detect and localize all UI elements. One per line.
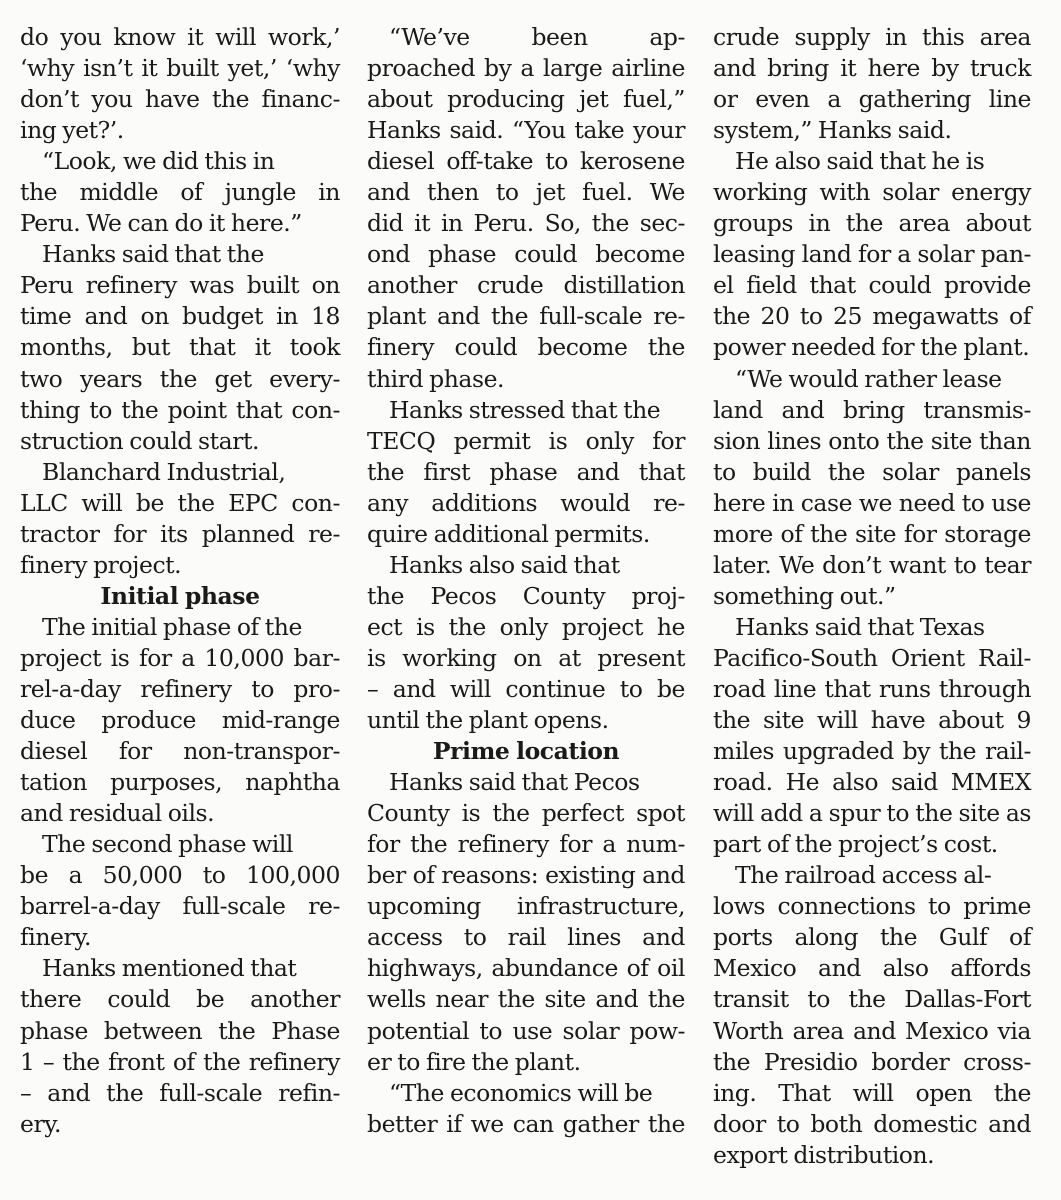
article-text-line: – and the full-scale refin-: [20, 1078, 340, 1107]
article-text-line: Worth area and Mexico via: [713, 1016, 1031, 1045]
article-text-line: “We’ve been ap-: [389, 23, 685, 51]
article-text-line: proached by a large airline: [367, 54, 685, 83]
article-text-line: tation purposes, naphtha: [20, 768, 340, 797]
article-text-line: diesel off-take to kerosene: [367, 147, 685, 176]
article-text-line: working with solar energy: [713, 178, 1031, 207]
article-column-1: [20, 22, 340, 1140]
article-text-line: the 20 to 25 megawatts of: [713, 302, 1031, 331]
article-text-line: diesel for non-transpor-: [20, 737, 340, 766]
article-text-line: groups in the area about: [713, 209, 1031, 238]
article-text-line: the first phase and that: [367, 457, 685, 486]
article-text-line: Peru refinery was built on: [20, 271, 340, 300]
article-text-line: ing yet?’.: [20, 116, 124, 145]
article-text-line: lows connections to prime: [713, 892, 1031, 921]
article-text-line: later. We don’t want to tear: [713, 550, 1031, 579]
article-text-line: until the plant opens.: [367, 706, 609, 735]
article-text-line: Hanks said. “You take your: [367, 116, 685, 145]
article-text-line: access to rail lines and: [367, 923, 685, 952]
article-text-line: any additions would re-: [367, 488, 685, 517]
article-text-line: He also said that he is: [735, 147, 985, 176]
article-text-line: highways, abundance of oil: [367, 954, 685, 983]
article-text-line: and then to jet fuel. We: [367, 178, 685, 207]
article-text-line: road line that runs through: [713, 674, 1031, 703]
article-text-line: be a 50,000 to 100,000: [20, 861, 340, 890]
article-text-line: part of the project’s cost.: [713, 830, 998, 859]
article-text-line: el field that could provide: [713, 271, 1031, 300]
article-text-line: road. He also said MMEX: [713, 768, 1031, 797]
article-text-line: thing to the point that con-: [20, 395, 340, 424]
article-text-line: “The economics will be: [389, 1078, 653, 1107]
article-text-line: upcoming infrastructure,: [367, 892, 685, 921]
section-heading: Prime location: [432, 737, 620, 766]
article-text-line: the middle of jungle in: [20, 178, 340, 207]
article-text-line: County is the perfect spot: [367, 799, 685, 828]
article-text-line: “We would rather lease: [735, 364, 1002, 393]
article-text-line: – and will continue to be: [367, 674, 685, 703]
article-text-line: crude supply in this area: [713, 23, 1031, 51]
article-text-line: don’t you have the financ-: [20, 85, 340, 114]
article-text-line: ond phase could become: [367, 240, 685, 269]
article-text-line: export distribution.: [713, 1140, 935, 1169]
article-text-line: will add a spur to the site as: [713, 799, 1031, 828]
article-text-line: another crude distillation: [367, 271, 685, 300]
article-text-line: The second phase will: [42, 830, 293, 859]
article-text-line: project is for a 10,000 bar-: [20, 643, 340, 672]
article-text-line: months, but that it took: [20, 333, 340, 362]
article-text-line: do you know it will work,’: [20, 23, 340, 51]
article-text-line: 1 – the front of the refinery: [20, 1047, 340, 1076]
section-heading: Initial phase: [100, 581, 260, 610]
article-text-line: LLC will be the EPC con-: [20, 488, 340, 517]
article-text-line: duce produce mid-range: [20, 706, 340, 735]
article-text-line: Pacifico-South Orient Rail-: [713, 643, 1031, 672]
article-text-line: sion lines onto the site than: [713, 426, 1031, 455]
article-text-line: struction could start.: [20, 426, 259, 455]
article-text-line: there could be another: [20, 985, 340, 1014]
article-text-line: door to both domestic and: [713, 1109, 1031, 1138]
article-text-line: for the refinery for a num-: [367, 830, 685, 859]
article-text-line: ect is the only project he: [367, 612, 685, 641]
article-text-line: and residual oils.: [20, 799, 215, 828]
article-text-line: about producing jet fuel,”: [367, 85, 685, 114]
article-text-line: er to fire the plant.: [367, 1047, 581, 1076]
article-text-line: ber of reasons: existing and: [367, 861, 685, 890]
article-text-line: is working on at present: [367, 643, 685, 672]
article-text-line: TECQ permit is only for: [367, 426, 685, 455]
article-text-line: or even a gathering line: [713, 85, 1031, 114]
article-text-line: and bring it here by truck: [713, 54, 1031, 83]
article-text-line: two years the get every-: [20, 364, 340, 393]
article-text-line: rel-a-day refinery to pro-: [20, 674, 340, 703]
article-text-line: Hanks also said that: [389, 550, 620, 579]
article-text-line: the Presidio border cross-: [713, 1047, 1031, 1076]
article-text-line: Peru. We can do it here.”: [20, 209, 302, 238]
article-text-line: Blanchard Industrial,: [42, 457, 286, 486]
article-text-line: tractor for its planned re-: [20, 519, 340, 548]
article-text-line: Hanks said that Texas: [735, 612, 985, 641]
article-text-line: The initial phase of the: [42, 612, 302, 641]
article-text-line: finery.: [20, 923, 91, 952]
article-text-line: system,” Hanks said.: [713, 116, 952, 145]
article-text-line: time and on budget in 18: [20, 302, 340, 331]
article-text-line: wells near the site and the: [367, 985, 685, 1014]
article-text-line: the site will have about 9: [713, 706, 1031, 735]
article-text-line: potential to use solar pow-: [367, 1016, 685, 1045]
article-text-line: power needed for the plant.: [713, 333, 1030, 362]
article-text-line: did it in Peru. So, the sec-: [367, 209, 685, 238]
article-text-line: something out.”: [713, 581, 896, 610]
article-text-line: to build the solar panels: [713, 457, 1031, 486]
article-text-line: ing. That will open the: [713, 1078, 1031, 1107]
article-text-line: “Look, we did this in: [42, 147, 275, 176]
article-text-line: leasing land for a solar pan-: [713, 240, 1031, 269]
article-text-line: phase between the Phase: [20, 1016, 340, 1045]
article-column-3: [713, 22, 1031, 1171]
article-text-line: Hanks mentioned that: [42, 954, 297, 983]
article-text-line: plant and the full-scale re-: [367, 302, 685, 331]
article-text-line: quire additional permits.: [367, 519, 650, 548]
article-text-line: more of the site for storage: [713, 519, 1031, 548]
article-text-line: Hanks stressed that the: [389, 395, 661, 424]
article-text-line: here in case we need to use: [713, 488, 1031, 517]
article-text-line: barrel-a-day full-scale re-: [20, 892, 340, 921]
article-text-line: finery project.: [20, 550, 182, 579]
article-column-2: [367, 22, 685, 1140]
article-text-line: ‘why isn’t it built yet,’ ‘why: [20, 54, 340, 83]
article-text-line: ports along the Gulf of: [713, 923, 1031, 952]
article-text-line: Hanks said that the: [42, 240, 264, 269]
article-text-line: Hanks said that Pecos: [389, 768, 640, 797]
article-text-line: miles upgraded by the rail-: [713, 737, 1031, 766]
article-text-line: better if we can gather the: [367, 1109, 685, 1138]
article-text-line: ery.: [20, 1109, 61, 1138]
article-text-line: transit to the Dallas-Fort: [713, 985, 1031, 1014]
article-text-line: finery could become the: [367, 333, 685, 362]
article-text-line: Mexico and also affords: [713, 954, 1031, 983]
article-text-line: land and bring transmis-: [713, 395, 1031, 424]
article-text-line: the Pecos County proj-: [367, 581, 685, 610]
article-text-line: third phase.: [367, 364, 505, 393]
article-text-line: The railroad access al-: [735, 861, 992, 890]
